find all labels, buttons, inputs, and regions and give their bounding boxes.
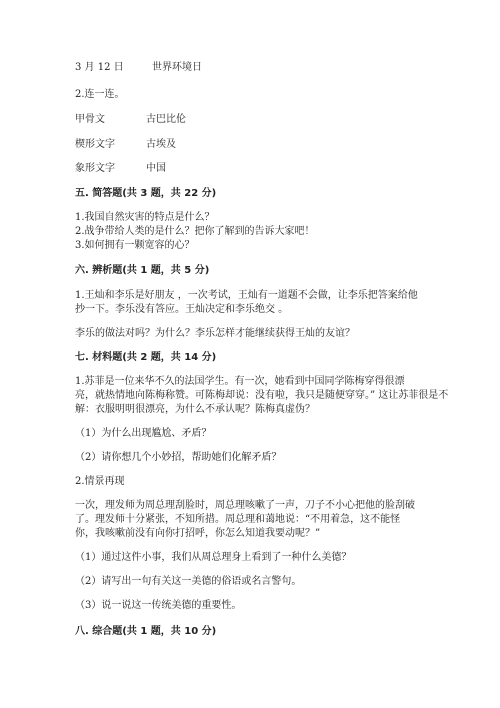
sec7-p2-line1: 一次，理发师为周总理刮脸时，周总理咳嗽了一声，刀子不小心把他的脸刮破 [75, 500, 415, 511]
section-5-heading: 五. 简答题(共 3 题，共 22 分) [75, 188, 217, 199]
sec7-p1-line2: 亮，就热情地向陈梅称赞。可陈梅却说：没有啦，我只是随便穿穿。” 这让苏菲很是不 [75, 390, 449, 401]
sec6-para1-line2: 抄一下。李乐没有答应。王灿决定和李乐绝交 。 [75, 304, 289, 315]
section-6-heading: 六. 辨析题(共 1 题，共 5 分) [75, 265, 210, 276]
sec7-p2-line2: 了。理发师十分紧张，不知所措。周总理和蔼地说：“不用着急，这不能怪 [75, 514, 401, 525]
sec6-para1-line1: 1.王灿和李乐是好朋友 ，一次考试，王灿有一道题不会做，让李乐把答案给他 [75, 290, 418, 301]
sec7-q2: （2）请你想几个小妙招，帮助她们化解矛盾？ [75, 452, 282, 463]
q2-right-1: 古巴比伦 [146, 114, 186, 125]
q2-left-1: 甲骨文 [75, 114, 105, 125]
sec7-p1-line1: 1.苏菲是一位来华不久的法国学生。有一次，她看到中国同学陈梅穿得很漂 [75, 376, 405, 387]
sec7-sub3: （3）说一说这一传统美德的重要性。 [75, 600, 242, 611]
q2-left-3: 象形文字 [75, 163, 115, 174]
section-8-heading: 八. 综合题(共 1 题，共 10 分) [75, 626, 217, 637]
date-label: 3 月 12 日 [75, 62, 124, 73]
section-7-heading: 七. 材料题(共 2 题，共 14 分) [75, 352, 217, 363]
q2-title: 2.连一连。 [75, 89, 125, 100]
q2-left-2: 楔形文字 [75, 139, 115, 150]
sec5-item-1: 1.我国自然灾害的特点是什么？ [75, 212, 215, 223]
event-label: 世界环境日 [152, 62, 202, 73]
sec7-q1: （1）为什么出现尴尬、矛盾？ [75, 428, 212, 439]
sec5-item-3: 3.如何拥有一颗宽容的心？ [75, 240, 195, 251]
sec7-p2-line3: 你，我咳嗽前没有向你打招呼，你怎么知道我要动呢？” [75, 528, 321, 539]
q2-right-3: 中国 [146, 163, 166, 174]
sec5-item-2: 2.战争带给人类的是什么？把你了解到的告诉大家吧！ [75, 226, 315, 237]
sec7-p1-line3: 解：衣服明明很漂亮，为什么不承认呢？陈梅真虚伪？ [75, 404, 315, 415]
sec6-para2: 李乐的做法对吗？为什么？李乐怎样才能继续获得王灿的友谊？ [75, 328, 355, 339]
q2-right-2: 古埃及 [146, 139, 176, 150]
sec7-sub2: （2）请写出一句有关这一美德的俗语或名言警句。 [75, 576, 302, 587]
sec7-sub1: （1）通过这件小事，我们从周总理身上看到了一种什么美德？ [75, 552, 352, 563]
sec7-p2-title: 2.情景再现 [75, 476, 125, 487]
